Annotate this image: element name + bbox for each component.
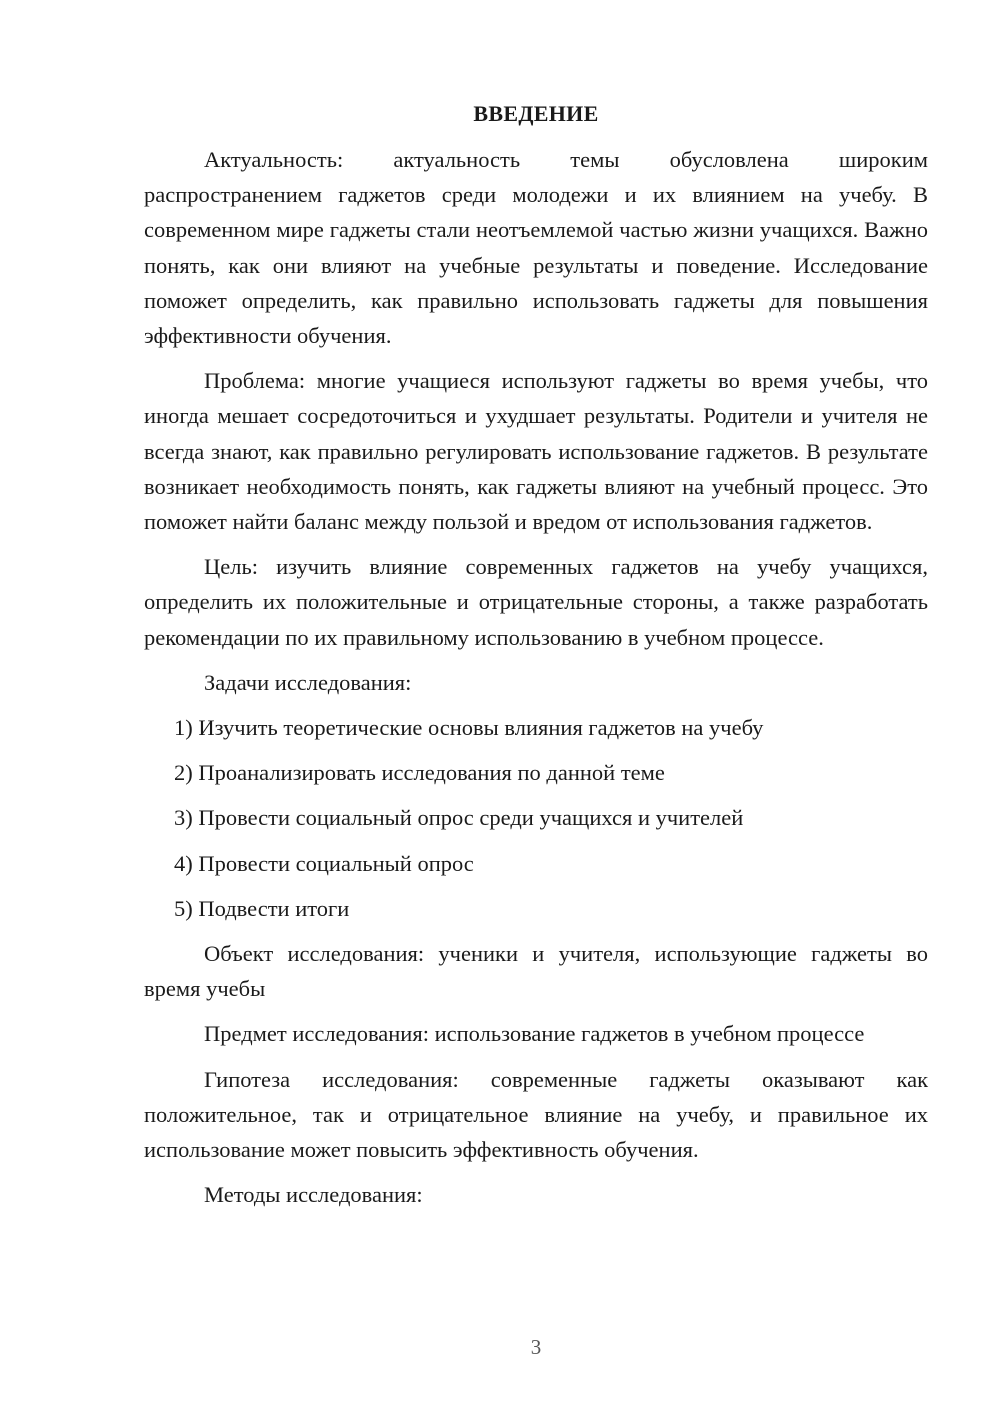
tasks-list	[144, 710, 928, 926]
tasks-heading: Задачи исследования:	[204, 669, 412, 695]
task-item-3: 3) Провести социальный опрос среди учащихся и учителей	[174, 805, 744, 831]
actuality-paragraph: Актуальность: актуальность темы обусловлена широким распространением гаджетов среди молодежи и их влиянием на учебу. В современном мире гаджеты стали неотъемлемой частью жизни учащихся. Важно понять, как они влияют на учебные результаты и поведение. Исследование поможет определить, как правильно использовать гаджеты для повышения эффективности обучения.	[144, 147, 928, 349]
hypothesis-paragraph: Гипотеза исследования: современные гаджеты оказывают как положительное, так и отрицательное влияние на учебу, и правильное их использование может повысить эффективность обучения.	[144, 1066, 928, 1163]
task-item-5: 5) Подвести итоги	[174, 895, 350, 921]
document-page	[144, 96, 928, 1222]
task-item-2: 2) Проанализировать исследования по данной теме	[174, 760, 665, 786]
page-number: 3	[530, 1335, 542, 1359]
problem-paragraph: Проблема: многие учащиеся используют гаджеты во время учебы, что иногда мешает сосредоточиться и ухудшает результаты. Родители и учителя не всегда знают, как правильно регулировать использование гаджетов. В результате возникает необходимость понять, как гаджеты влияют на учебный процесс. Это поможет найти баланс между пользой и вредом от использования гаджетов.	[144, 368, 928, 535]
methods-heading: Методы исследования:	[204, 1182, 423, 1208]
subject-paragraph: Предмет исследования: использование гаджетов в учебном процессе	[204, 1021, 865, 1047]
goal-paragraph: Цель: изучить влияние современных гаджетов на учебу учащихся, определить их положительные и отрицательные стороны, а также разработать рекомендации по их правильному использованию в учебном процессе.	[144, 554, 928, 650]
object-paragraph: Объект исследования: ученики и учителя, использующие гаджеты во время учебы	[144, 941, 928, 1002]
page-title: ВВЕДЕНИЕ	[473, 101, 599, 126]
task-item-1: 1) Изучить теоретические основы влияния гаджетов на учебу	[174, 715, 764, 741]
task-item-4: 4) Провести социальный опрос	[174, 850, 474, 876]
